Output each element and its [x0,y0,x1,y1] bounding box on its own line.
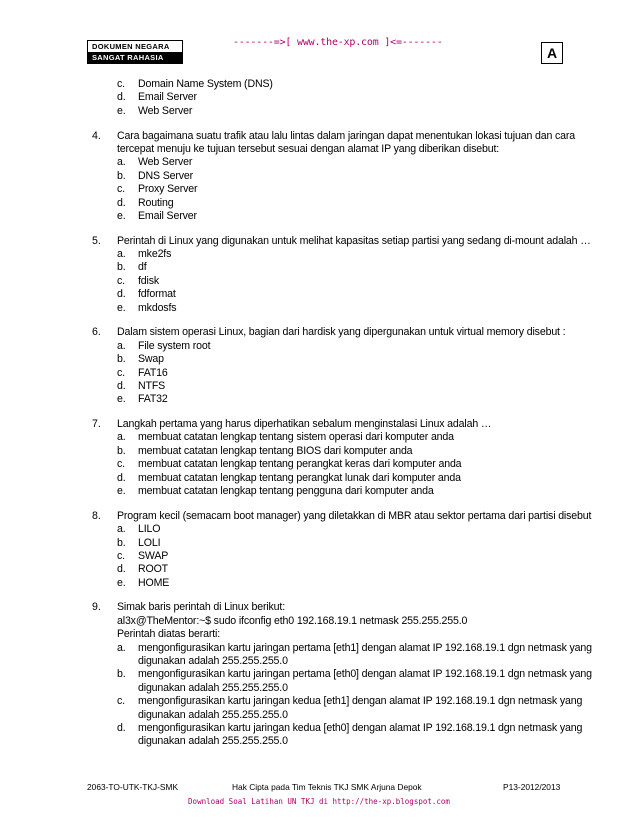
option-letter: b. [117,668,126,681]
question-text: Perintah diatas berarti: [117,628,220,641]
option-text: Domain Name System (DNS) [138,78,273,90]
question-text: Simak baris perintah di Linux berikut: [117,601,286,614]
option-text: FAT32 [138,393,168,406]
option-text-continued: digunakan adalah 255.255.255.0 [138,708,288,721]
option-text: membuat catatan lengkap tentang pengguna dari komputer anda [138,485,434,497]
option-letter: e. [117,209,126,222]
option-letter: d. [117,288,126,301]
header-site-link[interactable]: -------=>[ www.the-xp.com ]<=------- [233,37,443,48]
option-text: LILO [138,523,161,536]
question-text: Cara bagaimana suatu trafik atau lalu lintas dalam jaringan dapat menentukan lokasi tujuan dan cara [117,129,576,142]
option-text: mengonfigurasikan kartu jaringan kedua [eth0] dengan alamat IP 192.168.19.1 dgn netmask yang [138,722,583,734]
footer-copyright: Hak Cipta pada Tim Teknis TKJ SMK Arjuna Depok [232,782,422,792]
option-letter: a. [117,248,126,260]
option-letter: b. [117,536,126,549]
option-letter: e. [117,301,126,314]
option-text: membuat catatan lengkap tentang BIOS dari komputer anda [138,444,413,457]
option-letter: b. [117,444,126,457]
option-letter: d. [117,379,126,392]
option-text: Swap [138,353,164,366]
option-text: Web Server [138,104,193,117]
option-letter: c. [117,183,125,196]
option-letter: b. [117,169,126,182]
option-letter: d. [117,471,126,484]
option-letter: c. [117,274,125,287]
option-letter: d. [117,563,126,576]
question-text: Perintah di Linux yang digunakan untuk melihat kapasitas setiap partisi yang sedang di-mount adalah … [117,234,591,247]
option-letter: b. [117,261,126,274]
option-letter: c. [117,366,125,379]
option-text: membuat catatan lengkap tentang sistem operasi dari komputer anda [138,431,454,444]
question-number: 6. [92,326,101,339]
doc-label-rahasia: SANGAT RAHASIA [88,52,182,63]
option-letter: d. [117,722,126,734]
option-letter: c. [117,695,125,708]
option-letter: e. [117,393,126,406]
option-letter: a. [117,156,126,169]
document-classification-box [87,40,183,64]
option-text-continued: digunakan adalah 255.255.255.0 [138,655,288,667]
paper-code-box: A [541,42,563,64]
option-letter: e. [117,576,126,589]
option-letter: d. [117,91,126,104]
option-letter: c. [117,549,125,562]
option-letter: c. [117,78,125,90]
question-text: Dalam sistem operasi Linux, bagian dari hardisk yang dipergunakan untuk virtual memory disebut : [117,326,566,339]
option-text: FAT16 [138,366,168,379]
option-text: mkdosfs [138,301,177,314]
doc-label-negara: DOKUMEN NEGARA [88,41,182,52]
option-text: fdisk [138,274,160,287]
question-text: al3x@TheMentor:~$ sudo ifconfig eth0 192.168.19.1 netmask 255.255.255.0 [117,614,468,627]
question-text: Program kecil (semacam boot manager) yang diletakkan di MBR atau sektor pertama dari partisi disebut [117,509,592,522]
option-text: NTFS [138,379,166,392]
question-number: 7. [92,418,101,430]
option-text: mengonfigurasikan kartu jaringan pertama [eth1] dengan alamat IP 192.168.19.1 dgn netmask yang [138,641,592,654]
option-text: df [138,261,147,274]
option-letter: a. [117,431,126,444]
option-text: membuat catatan lengkap tentang perangkat lunak dari komputer anda [138,471,461,484]
option-text: File system root [138,339,211,352]
option-text: Email Server [138,91,197,104]
option-text: Proxy Server [138,183,198,196]
option-letter: e. [117,485,126,497]
option-letter: c. [117,458,125,471]
question-text: Langkah pertama yang harus diperhatikan sebalum menginstalasi Linux adalah … [117,418,492,430]
option-letter: b. [117,353,126,366]
option-text: Routing [138,196,174,209]
option-text: Email Server [138,209,197,222]
question-text: tercepat menuju ke tujuan tersebut sesuai dengan alamat IP yang diberikan disebut: [117,142,500,155]
question-number: 5. [92,234,101,247]
option-letter: d. [117,196,126,209]
option-letter: a. [117,339,126,352]
question-number: 9. [92,601,101,614]
footer-period: P13-2012/2013 [503,782,561,792]
option-text: membuat catatan lengkap tentang perangkat keras dari komputer anda [138,458,462,471]
option-text: DNS Server [138,169,194,182]
option-letter: a. [117,523,126,536]
option-text: mengonfigurasikan kartu jaringan kedua [eth1] dengan alamat IP 192.168.19.1 dgn netmask yang [138,695,583,708]
option-text: HOME [138,576,170,589]
option-text: mke2fs [138,248,172,260]
option-letter: a. [117,641,126,654]
option-letter: e. [117,104,126,117]
option-text: mengonfigurasikan kartu jaringan pertama [eth0] dengan alamat IP 192.168.19.1 dgn netmask yang [138,668,592,681]
option-text-continued: digunakan adalah 255.255.255.0 [138,681,288,694]
option-text: LOLI [138,536,161,549]
question-number: 8. [92,509,101,522]
option-text: SWAP [138,549,169,562]
option-text: ROOT [138,563,169,576]
question-number: 4. [92,129,101,142]
option-text: Web Server [138,156,193,169]
footer-download-link[interactable]: Download Soal Latihan UN TKJ di http://the-xp.blogspot.com [188,797,450,806]
option-text-continued: digunakan adalah 255.255.255.0 [138,735,288,748]
option-text: fdformat [138,288,176,301]
footer-doc-code: 2063-TO-UTK-TKJ-SMK [87,782,179,792]
